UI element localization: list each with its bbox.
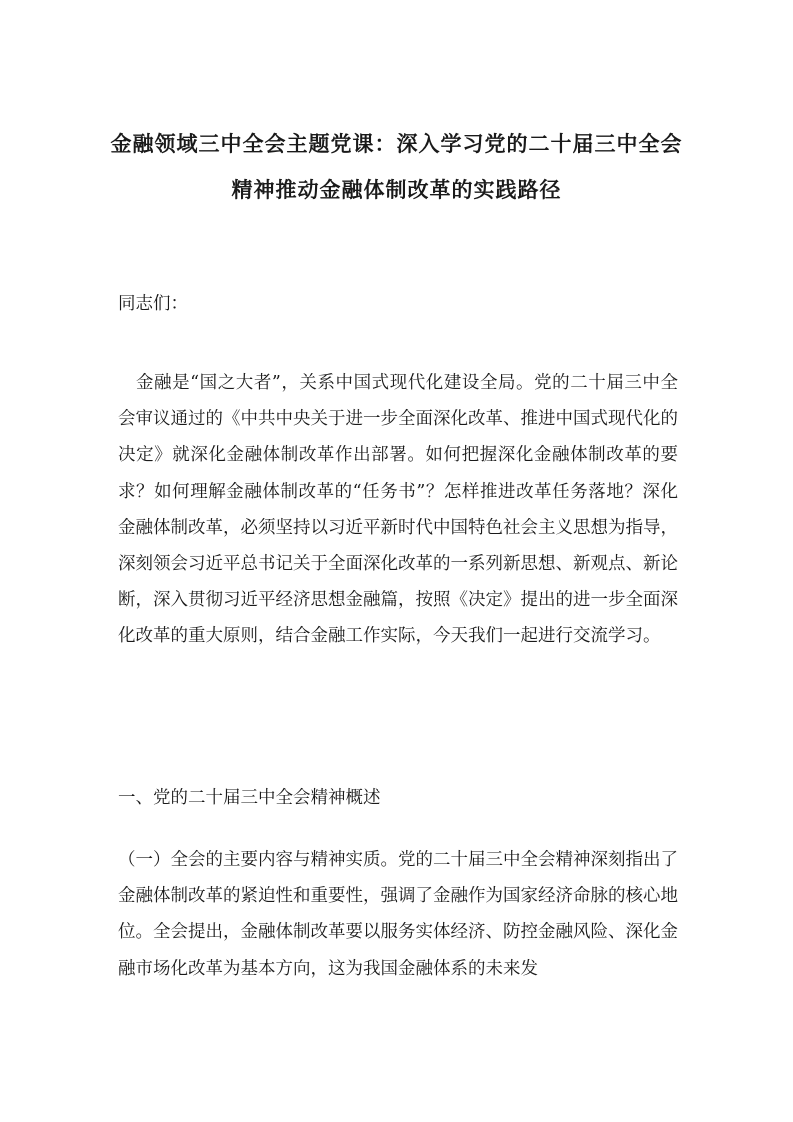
salutation: 同志们：	[118, 294, 188, 314]
section-heading: 一、党的二十届三中全会精神概述	[118, 788, 381, 808]
subsection-paragraph: （一）全会的主要内容与精神实质。党的二十届三中全会精神深刻指出了金融体制改革的紧迫性和重要性，强调了金融作为国家经济命脉的核心地位。全会提出，金融体制改革要以服务实体经济、防控金融风险、深化金融市场化改革为基本方向，这为我国金融体系的未来发	[118, 850, 678, 979]
document-title-line-2: 精神推动金融体制改革的实践路径	[231, 178, 562, 202]
intro-paragraph: 金融是“国之大者”，关系中国式现代化建设全局。党的二十届三中全会审议通过的《中共中央关于进一步全面深化改革、推进中国式现代化的决定》就深化金融体制改革作出部署。如何把握深化金融体制改革的要求？如何理解金融体制改革的“任务书”？怎样推进改革任务落地？深化金融体制改革，必须坚持以习近平新时代中国特色社会主义思想为指导，深刻领会习近平总书记关于全面深化改革的一系列新思想、新观点、新论断，深入贯彻习近平经济思想金融篇，按照《决定》提出的进一步全面深化改革的重大原则，结合金融工作实际，今天我们一起进行交流学习。	[118, 373, 678, 647]
document-title-line-1: 金融领域三中全会主题党课：深入学习党的二十届三中全会	[110, 132, 683, 156]
